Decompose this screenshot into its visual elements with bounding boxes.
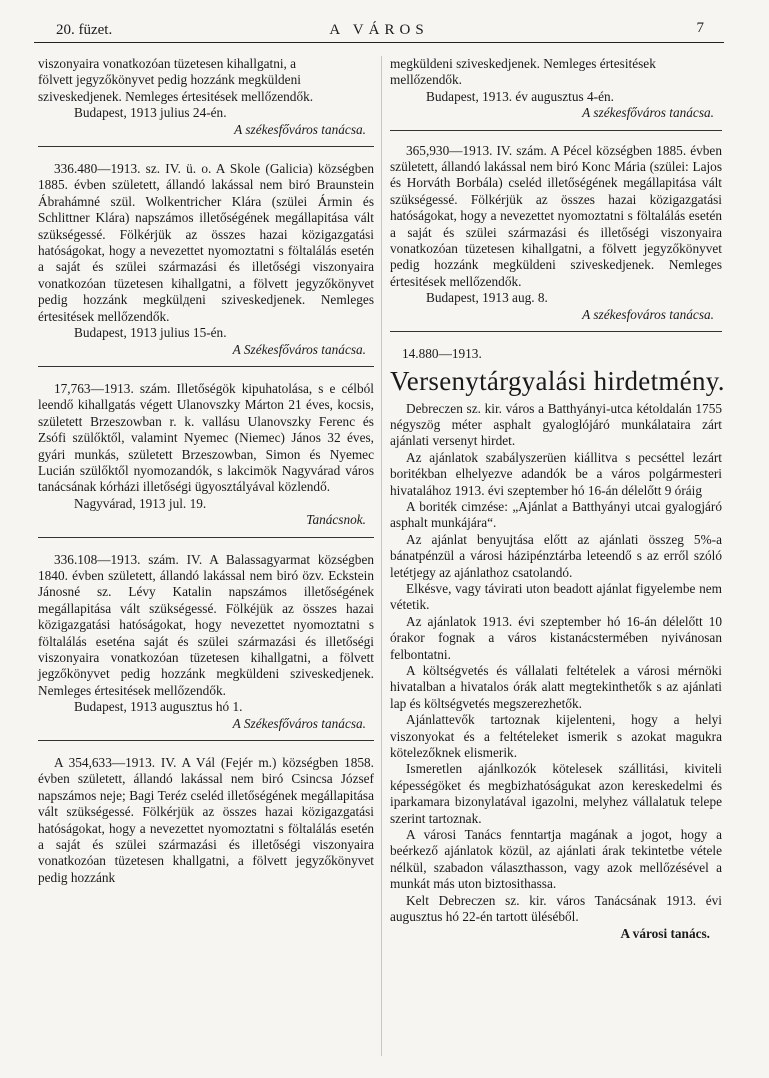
announcement-paragraph: Az ajánlatok 1913. évi szeptember hó 16-án délelőtt 10 órakor fognak a város kistanácstermében nyivánosan felbontatni.	[390, 613, 722, 662]
tender-announcement	[390, 346, 725, 942]
announcement-paragraph: Ismeretlen ajánlkozók kötelesek szállitási, kiviteli képességöket és megbizhatóságukat azon kereskedelmi és iparkamara bizonylatával igazolni, melyhez vállalatuk telepe szerint tartoznak.	[390, 761, 722, 826]
publication-title: A VÁROS	[329, 22, 429, 38]
section-rule	[38, 740, 374, 741]
notice-signature: A Székesfőváros tanácsa.	[232, 341, 366, 357]
notice-body: 336.480—1913. sz. IV. ü. o. A Skole (Galicia) községben 1885. évben született, állandó lakással nem biró Braunstein Ábrahámné szül. Wolkentricher Klára (szülei Ármin és Schlittner Klára) napszámos illetőségének megállapitása vált szükségessé. Fölkérjük az összes hazai közigazgatási hatóságokat, hogy a nevezettet nyomoztatni s föltalálás esetén a saját és szülei származási és illetőségi viszonyaira vonatkozóan tüzetesen kihallgatni, a fölvett jegyzőkönyvet pedig hozzánk megkülдeni sziveskedjenek. Nemleges értesitések mellőzendők.	[38, 161, 374, 324]
announcement-paragraph: A költségvetés és vállalati feltételek a városi mérnöki hivatalban a hivatalos órák alatt megtekinthetők s az ajánlati lap és költségvetés megszerezhetők.	[390, 663, 722, 711]
announcement-paragraph: Debreczen sz. kir. város a Batthyányi-utca kétoldalán 1755 négyszög méter asphalt gyaloglójáró munkálataira zárt ajánlati versenyt hirdet.	[390, 400, 722, 449]
section-rule	[38, 537, 374, 538]
notice-line: mellőzendők.	[390, 72, 463, 88]
notice-body: A 354,633—1913. IV. A Vál (Fejér m.) községben 1858. évben született, állandó lakással nem biró Csincsa József napszámos neje; Bagi Teréz cseléd illetőségének megállapitása vált szükségessé. Fölkérjük az összes hazai közigazgatási hatóságokat, hogy a nevezettet nyomoztatni s föltalálás esetén a saját és szülei származási és illetőségi viszonyaira vonatkozóan tüzetesen khallgatni, a fölvett jegyzőkönyvet pedig hozzánk	[38, 755, 374, 885]
page-header	[34, 20, 724, 43]
notice-signature: Tanácsnok.	[306, 512, 366, 528]
announcement-paragraph: Ajánlattevők tartoznak kijelenteni, hogy a helyi viszonyokat és a feltételeket ismerik s azokat magukra kötelezőknek elismerik.	[390, 712, 722, 761]
announcement-paragraph: A városi Tanács fenntartja magának a jogot, hogy a beérkező ajánlatok közül, az ajánlati árak tekintetbe vétele nélkül, szabadon választhasson, vagy azok mellőzésével a munkát más uton biztosithassa.	[390, 827, 722, 892]
notice-6	[390, 143, 722, 323]
announcement-signature: A városi tanács.	[620, 925, 710, 941]
section-rule	[390, 331, 722, 332]
notice-place-date: Budapest, 1913 aug. 8.	[426, 290, 548, 306]
notice-signature: A székesfováros tanácsa.	[582, 306, 714, 322]
notice-line: sziveskedjenek. Nemleges értesitések mellőzendők.	[38, 88, 314, 104]
notice-2	[38, 161, 374, 358]
left-column	[38, 56, 374, 886]
notice-line: viszonyaira vonatkozóan tüzetesen kihallgatni, a	[38, 56, 297, 71]
notice-body: 17,763—1913. szám. Illetőségök kipuhatolása, s e célból leendő kihallgatás végett Ulanovszky Márton 21 éves, kocsis, született Brzeszowban r. k. vallásu Ulanovszky Ferenc és Zsófi szülőktől, valamint Nyemec (Niemec) János 32 éves, gyári munkás, született Brzeszowban, Simon és Nyemec Lucián szülőktől nyomozandók, s lakcimök Nagyvárad város tanácsának kórházi illetőségi ügyosztályával közlendő.	[38, 380, 374, 495]
notice-body: 365,930—1913. IV. szám. A Pécel községben 1885. évben született, állandó lakással nem biró Konc Mária (szülei: Lajos és Horváth Borbála) cseléd illetőségének megállapitása vált szükségessé. Fölkérjük az összes hazai közigazgatási hatóságokat, hogy a nevezettet nyomoztatni s föltalálás esetén a saját és szülei származási és illetőségi viszonyaira vonatkozóan tüzetesen kihallgatni, a fölvett jegyzőkönyvet pedig hozzánk megküldeni sziveskedjenek. Nemleges értesitések mellőzendők.	[390, 142, 722, 289]
right-column	[390, 56, 725, 942]
notice-line: megküldeni sziveskedjenek. Nemleges értesitések	[390, 56, 656, 71]
section-rule	[38, 366, 374, 367]
announcement-paragraph: Elkésve, vagy távirati uton beadott ajánlat figyelembe nem vétetik.	[390, 580, 722, 613]
column-divider	[381, 56, 382, 1056]
notice-place-date: Budapest, 1913 augusztus hó 1.	[74, 699, 243, 715]
notice-5-start	[38, 755, 374, 886]
notice-place-date: Budapest, 1913 julius 15-én.	[74, 325, 227, 341]
announcement-number: 14.880—1913.	[402, 346, 482, 362]
notice-place-date: Nagyvárad, 1913 jul. 19.	[74, 495, 207, 511]
notice-line: fölvett jegyzőkönyvet pedig hozzánk megküldeni	[38, 72, 301, 88]
section-rule	[38, 146, 374, 147]
page-number: 7	[696, 20, 704, 36]
notice-signature: A székesfőváros tanácsa.	[582, 105, 714, 121]
notice-5-continued	[390, 56, 722, 122]
announcement-paragraph: Az ajánlat benyujtása előtt az ajánlati összeg 5%-a bánatpénzül a városi házipénztárba leteendő s az erről szóló letétjegy az ajánlathoz csatolandó.	[390, 531, 722, 580]
notice-signature: A Székesfőváros tanácsa.	[232, 715, 366, 731]
notice-4	[38, 552, 374, 732]
notice-place-date: Budapest, 1913 julius 24-én.	[74, 105, 227, 121]
announcement-paragraph: Kelt Debreczen sz. kir. város Tanácsának 1913. évi augusztus hó 22-én tartott üléséből.	[390, 892, 722, 925]
section-rule	[390, 130, 722, 131]
notice-place-date: Budapest, 1913. év augusztus 4-én.	[426, 88, 614, 104]
notice-1-ending	[38, 56, 374, 138]
issue-number: 20. füzet.	[56, 22, 113, 38]
announcement-paragraph: Az ajánlatok szabályszerüen kiállitva s pecséttel lezárt boritékban elhelyezve adandók be a város polgármesteri hivatalához 1913. évi szeptember hó 16-án délelőtt 9 óráig	[390, 449, 722, 498]
notice-3	[38, 381, 374, 529]
notice-body: 336.108—1913. szám. IV. A Balassagyarmat községben 1840. évben született, állandó lakással nem biró özv. Eckstein Jánosné sz. Lévy Katalin napszámos illetőségének megállapitása vált szükségessé. Fölkéjük az összes hazai közigazgatási hatóságokat, hogy nevezettet nyomoztatni s föltalálás eseténa saját és szülei származási és illetőségi viszonyaira vonatkozóan tüzetesen kihallgatni, a fölvett jegzőkönyvet pedig hozzánk megküldeni sziveskedjenek. Nemleges értesitések mellőzendők.	[38, 551, 374, 698]
notice-signature: A székesfőváros tanácsa.	[234, 121, 366, 137]
announcement-paragraph: A boriték cimzése: „Ajánlat a Batthyányi utcai gyalogjáró asphalt munkájára“.	[390, 498, 722, 531]
announcement-title: Versenytárgyalási hirdetmény.	[390, 365, 725, 396]
